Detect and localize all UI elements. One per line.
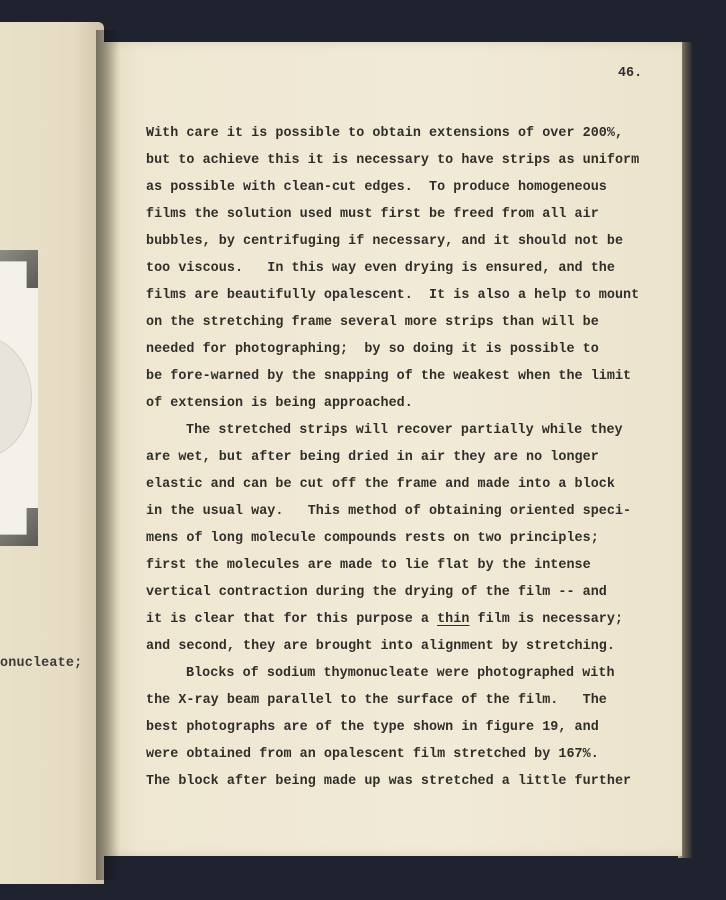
text-segment: film is necessary; bbox=[469, 612, 624, 627]
right-page bbox=[104, 42, 682, 856]
text-line: bubbles, by centrifuging if necessary, and it should not be bbox=[146, 234, 624, 249]
text-line: too viscous. In this way even drying is ensured, and the bbox=[146, 261, 615, 276]
text-line: and second, they are brought into alignment by stretching. bbox=[146, 639, 615, 654]
page-number: 46. bbox=[618, 66, 643, 81]
text-line: vertical contraction during the drying of the film -- and bbox=[146, 585, 607, 600]
text-line: The block after being made up was stretched a little further bbox=[146, 774, 632, 789]
text-line: but to achieve this it is necessary to have strips as uniform bbox=[146, 153, 640, 168]
text-line: the X-ray beam parallel to the surface of the film. The bbox=[146, 693, 607, 708]
left-page-text-fragment: onucleate; bbox=[0, 656, 83, 671]
text-line: in the usual way. This method of obtaining oriented speci- bbox=[146, 504, 632, 519]
left-page bbox=[0, 22, 104, 884]
photo-mount bbox=[0, 250, 38, 546]
photo-corner-bottom bbox=[0, 508, 38, 546]
photo-corner-top bbox=[0, 250, 38, 288]
text-line: be fore-warned by the snapping of the weakest when the limit bbox=[146, 369, 632, 384]
text-line: best photographs are of the type shown in figure 19, and bbox=[146, 720, 599, 735]
text-line: films are beautifully opalescent. It is also a help to mount bbox=[146, 288, 640, 303]
text-segment: it is clear that for this purpose a bbox=[146, 612, 438, 627]
text-line: With care it is possible to obtain extensions of over 200%, bbox=[146, 126, 624, 141]
text-line: mens of long molecule compounds rests on two principles; bbox=[146, 531, 599, 546]
text-line bbox=[146, 606, 666, 633]
text-line: needed for photographing; by so doing it is possible to bbox=[146, 342, 599, 357]
body-text bbox=[146, 120, 666, 795]
text-line: as possible with clean-cut edges. To produce homogeneous bbox=[146, 180, 607, 195]
text-line: elastic and can be cut off the frame and made into a block bbox=[146, 477, 615, 492]
underlined-word: thin bbox=[437, 612, 470, 627]
text-line: Blocks of sodium thymonucleate were photographed with bbox=[186, 666, 615, 681]
text-line: were obtained from an opalescent film stretched by 167%. bbox=[146, 747, 599, 762]
text-line: films the solution used must first be freed from all air bbox=[146, 207, 599, 222]
text-line: on the stretching frame several more strips than will be bbox=[146, 315, 599, 330]
text-line: of extension is being approached. bbox=[146, 396, 413, 411]
text-line: The stretched strips will recover partially while they bbox=[186, 423, 623, 438]
book-binding-shadow bbox=[96, 30, 120, 880]
photo-image bbox=[0, 336, 32, 458]
text-line: first the molecules are made to lie flat by the intense bbox=[146, 558, 591, 573]
text-line: are wet, but after being dried in air they are no longer bbox=[146, 450, 599, 465]
